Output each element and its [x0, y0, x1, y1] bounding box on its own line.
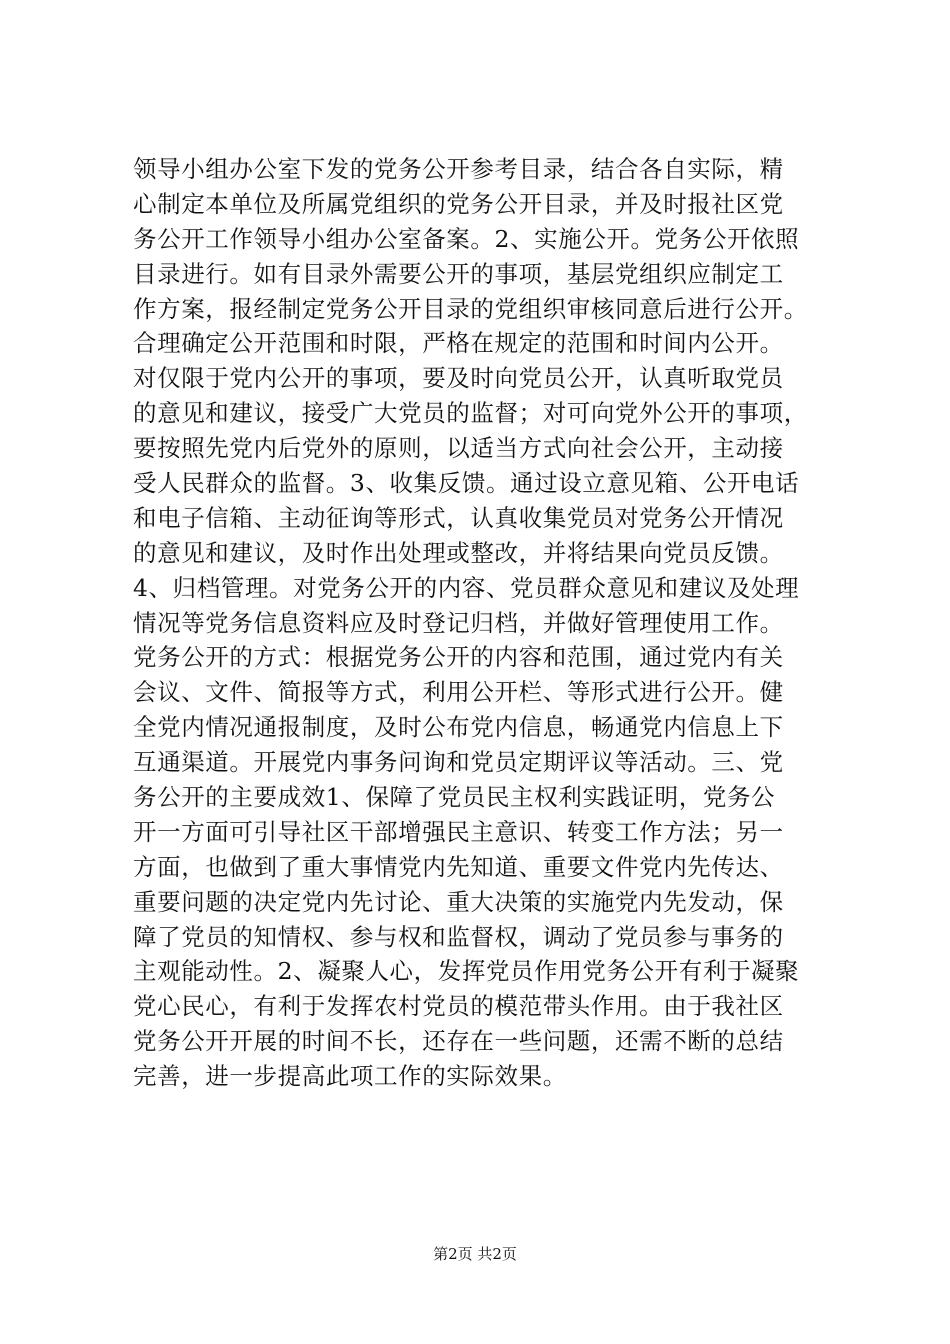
text-line: 党务公开开展的时间不长，还存在一些问题，还需不断的总结 — [133, 1027, 784, 1056]
text-line: 会议、文件、简报等方式，利用公开栏、等形式进行公开。健 — [133, 678, 784, 707]
text-line: 4、归档管理。对党务公开的内容、党员群众意见和建议及处理 — [133, 573, 800, 602]
text-line: 和电子信箱、主动征询等形式，认真收集党员对党务公开情况 — [133, 503, 784, 532]
text-line: 对仅限于党内公开的事项，要及时向党员公开，认真听取党员 — [133, 364, 784, 393]
text-line: 的意见和建议，接受广大党员的监督；对可向党外公开的事项， — [133, 399, 808, 428]
text-line: 主观能动性。2、凝聚人心，发挥党员作用党务公开有利于凝聚 — [133, 957, 800, 986]
text-line: 务公开的主要成效1、保障了党员民主权利实践证明，党务公 — [133, 783, 776, 812]
text-line: 受人民群众的监督。3、收集反馈。通过设立意见箱、公开电话 — [133, 469, 800, 498]
text-line: 重要问题的决定党内先讨论、重大决策的实施党内先发动，保 — [133, 887, 784, 916]
text-line: 要按照先党内后党外的原则，以适当方式向社会公开，主动接 — [133, 434, 784, 463]
page-footer: 第2页 共2页 — [433, 1245, 517, 1263]
text-line: 务公开工作领导小组办公室备案。2、实施公开。党务公开依照 — [133, 224, 800, 253]
text-line: 障了党员的知情权、参与权和监督权，调动了党员参与事务的 — [133, 922, 784, 951]
text-line: 领导小组办公室下发的党务公开参考目录，结合各自实际，精 — [133, 155, 784, 183]
text-line: 合理确定公开范围和时限，严格在规定的范围和时间内公开。 — [133, 329, 784, 358]
text-line: 目录进行。如有目录外需要公开的事项，基层党组织应制定工 — [133, 259, 784, 288]
text-line: 方面，也做到了重大事情党内先知道、重要文件党内先传达、 — [133, 852, 784, 881]
text-line: 情况等党务信息资料应及时登记归档，并做好管理使用工作。 — [133, 608, 784, 637]
text-line: 的意见和建议，及时作出处理或整改，并将结果向党员反馈。 — [133, 538, 784, 567]
text-line: 互通渠道。开展党内事务问询和党员定期评议等活动。三、党 — [133, 748, 784, 777]
text-line: 党心民心，有利于发挥农村党员的模范带头作用。由于我社区 — [133, 992, 784, 1021]
text-line: 党务公开的方式：根据党务公开的内容和范围，通过党内有关 — [133, 643, 784, 672]
text-line: 完善，进一步提高此项工作的实际效果。 — [133, 1062, 567, 1091]
body-text — [133, 152, 853, 1094]
text-line: 开一方面可引导社区干部增强民主意识、转变工作方法；另一 — [133, 817, 784, 846]
text-line: 作方案，报经制定党务公开目录的党组织审核同意后进行公开。 — [133, 294, 808, 323]
text-line: 心制定本单位及所属党组织的党务公开目录，并及时报社区党 — [133, 189, 784, 218]
text-line: 全党内情况通报制度，及时公布党内信息，畅通党内信息上下 — [133, 713, 784, 742]
